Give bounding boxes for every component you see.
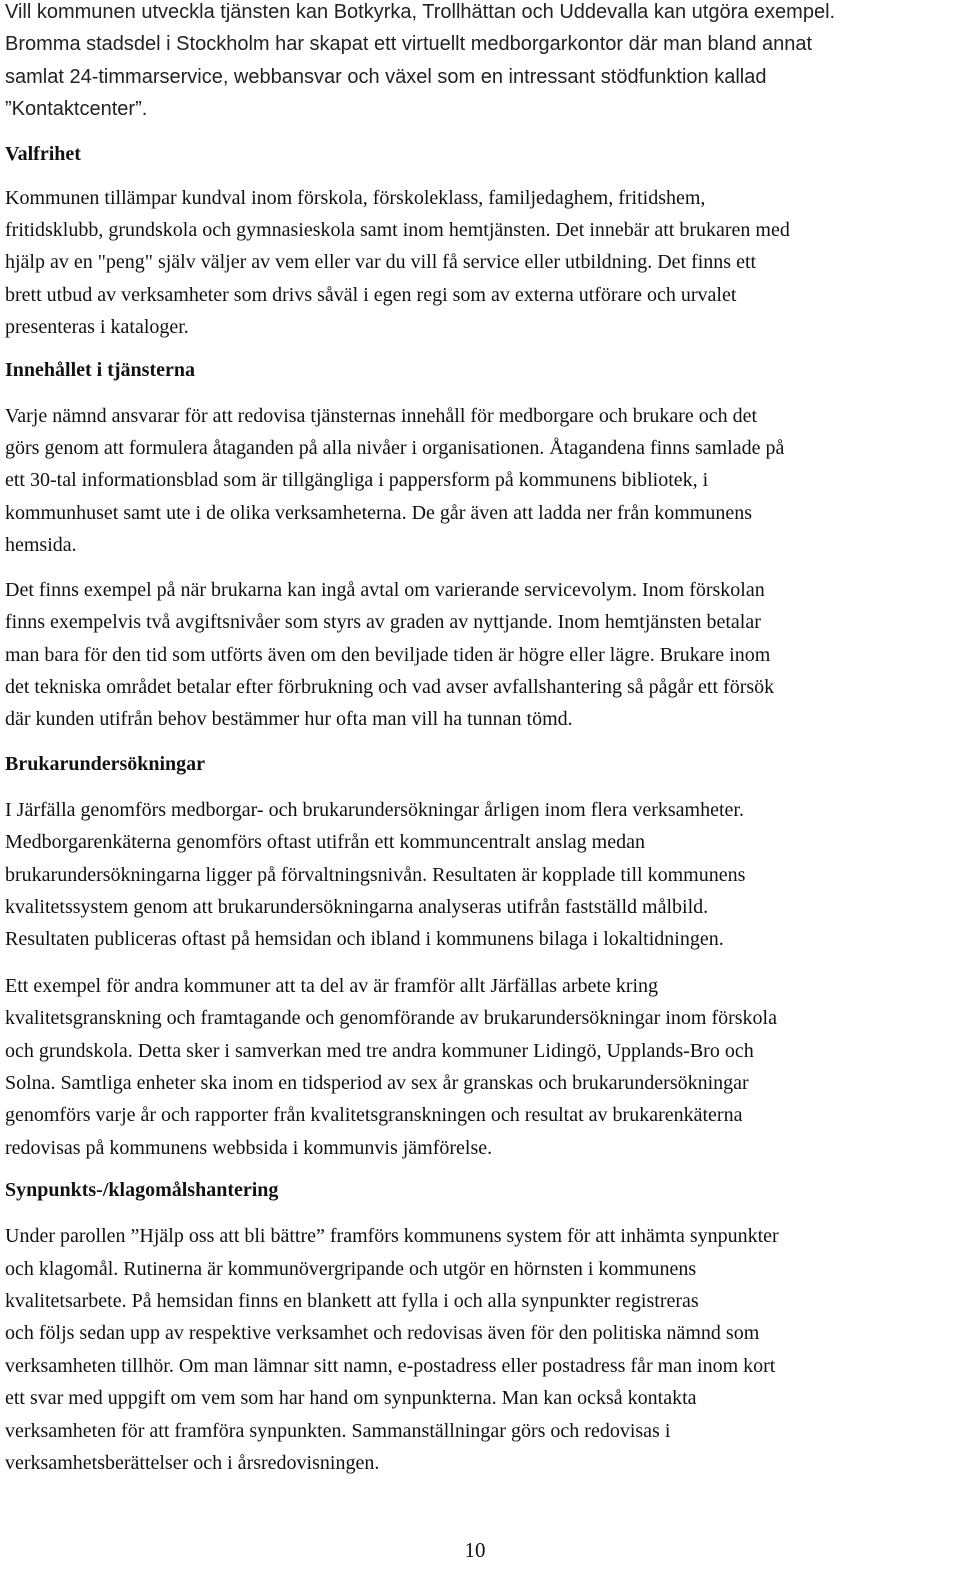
paragraph-line: och grundskola. Detta sker i samverkan med tre andra kommuner Lidingö, Upplands-Bro och [5,1039,754,1062]
paragraph-line: Under parollen ”Hjälp oss att bli bättre” framförs kommunens system för att inhämta synpunkter [5,1225,779,1248]
paragraph-line: I Järfälla genomförs medborgar- och brukarundersökningar årligen inom flera verksamheter. [5,798,744,821]
paragraph-line: hemsida. [5,534,77,557]
heading-innehallet: Innehållet i tjänsterna [5,358,195,381]
paragraph-line: Det finns exempel på när brukarna kan ingå avtal om varierande servicevolym. Inom förskolan [5,578,765,601]
paragraph-line: Solna. Samtliga enheter ska inom en tidsperiod av sex år granskas och brukarundersökningar [5,1071,749,1094]
innehallet-paragraph-2 [5,574,945,736]
paragraph-line: finns exempelvis två avgiftsnivåer som styrs av graden av nyttjande. Inom hemtjänsten betalar [5,611,761,634]
paragraph-line: man bara för den tid som utförts även om den beviljade tiden är högre eller lägre. Brukare inom [5,643,771,666]
synpunkter-paragraph [5,1220,945,1479]
paragraph-line: kvalitetsgranskning och framtagande och genomförande av brukarundersökningar inom förskola [5,1007,777,1030]
paragraph-line: fritidsklubb, grundskola och gymnasieskola samt inom hemtjänsten. Det innebär att brukaren med [5,219,790,242]
paragraph-line: och följs sedan upp av respektive verksamhet och redovisas även för den politiska nämnd som [5,1322,760,1345]
intro-paragraph [5,0,945,126]
paragraph-line: där kunden utifrån behov bestämmer hur ofta man vill ha tunnan tömd. [5,708,573,731]
paragraph-line: kommunhuset samt ute i de olika verksamheterna. De går även att ladda ner från kommunens [5,501,752,524]
paragraph-line: brett utbud av verksamheter som drivs såväl i egen regi som av externa utförare och urvalet [5,283,737,306]
paragraph-line: ett 30-tal informationsblad som är tillgängliga i pappersform på kommunens bibliotek, i [5,469,709,492]
intro-line: ”Kontaktcenter”. [5,98,148,121]
document-page [5,0,945,1479]
paragraph-line: och klagomål. Rutinerna är kommunövergripande och utgör en hörnsten i kommunens [5,1257,697,1280]
paragraph-line: kvalitetssystem genom att brukarundersökningarna analyseras utifrån fastställd målbild. [5,895,709,918]
heading-valfrihet: Valfrihet [5,142,81,165]
page-number: 10 [464,1538,486,1562]
paragraph-line: redovisas på kommunens webbsida i kommunvis jämförelse. [5,1136,493,1159]
heading-brukarundersokningar: Brukarundersökningar [5,752,206,775]
paragraph-line: ett svar med uppgift om vem som har hand om synpunkterna. Man kan också kontakta [5,1387,697,1410]
brukarundersokningar-paragraph-2 [5,970,945,1164]
intro-line: Bromma stadsdel i Stockholm har skapat ett virtuellt medborgarkontor där man bland annat [5,33,813,56]
paragraph-line: görs genom att formulera åtaganden på alla nivåer i organisationen. Åtagandena finns samlade på [5,437,785,460]
paragraph-line: presenteras i kataloger. [5,316,189,339]
paragraph-line: det tekniska området betalar efter förbrukning och vad avser avfallshantering så pågår ett försök [5,675,775,698]
paragraph-line: brukarundersökningarna ligger på förvaltningsnivån. Resultaten är kopplade till kommunens [5,863,746,886]
valfrihet-paragraph [5,182,945,344]
paragraph-line: verksamheten för att framföra synpunkten. Sammanställningar görs och redovisas i [5,1419,671,1442]
intro-line: samlat 24-timmarservice, webbansvar och växel som en intressant stödfunktion kallad [5,65,767,88]
paragraph-line: Resultaten publiceras oftast på hemsidan och ibland i kommunens bilaga i lokaltidningen. [5,928,724,951]
paragraph-line: Varje nämnd ansvarar för att redovisa tjänsternas innehåll för medborgare och brukare och det [5,404,758,427]
paragraph-line: Ett exempel för andra kommuner att ta del av är framför allt Järfällas arbete kring [5,974,659,997]
heading-synpunkter: Synpunkts-/klagomålshantering [5,1179,279,1202]
brukarundersokningar-paragraph-1 [5,794,945,956]
paragraph-line: verksamhetsberättelser och i årsredovisningen. [5,1452,380,1475]
paragraph-line: Kommunen tillämpar kundval inom förskola, förskoleklass, familjedaghem, fritidshem, [5,186,706,209]
paragraph-line: hjälp av en "peng" själv väljer av vem eller var du vill få service eller utbildning. Det finns ett [5,251,757,274]
paragraph-line: Medborgarenkäterna genomförs oftast utifrån ett kommuncentralt anslag medan [5,831,645,854]
intro-line: Vill kommunen utveckla tjänsten kan Botkyrka, Trollhättan och Uddevalla kan utgöra exempel. [5,1,836,23]
paragraph-line: genomförs varje år och rapporter från kvalitetsgranskningen och resultat av brukarenkäterna [5,1104,743,1127]
innehallet-paragraph-1 [5,400,945,562]
paragraph-line: verksamheten tillhör. Om man lämnar sitt namn, e-postadress eller postadress får man inom kort [5,1354,776,1377]
paragraph-line: kvalitetsarbete. På hemsidan finns en blankett att fylla i och alla synpunkter registreras [5,1290,699,1312]
